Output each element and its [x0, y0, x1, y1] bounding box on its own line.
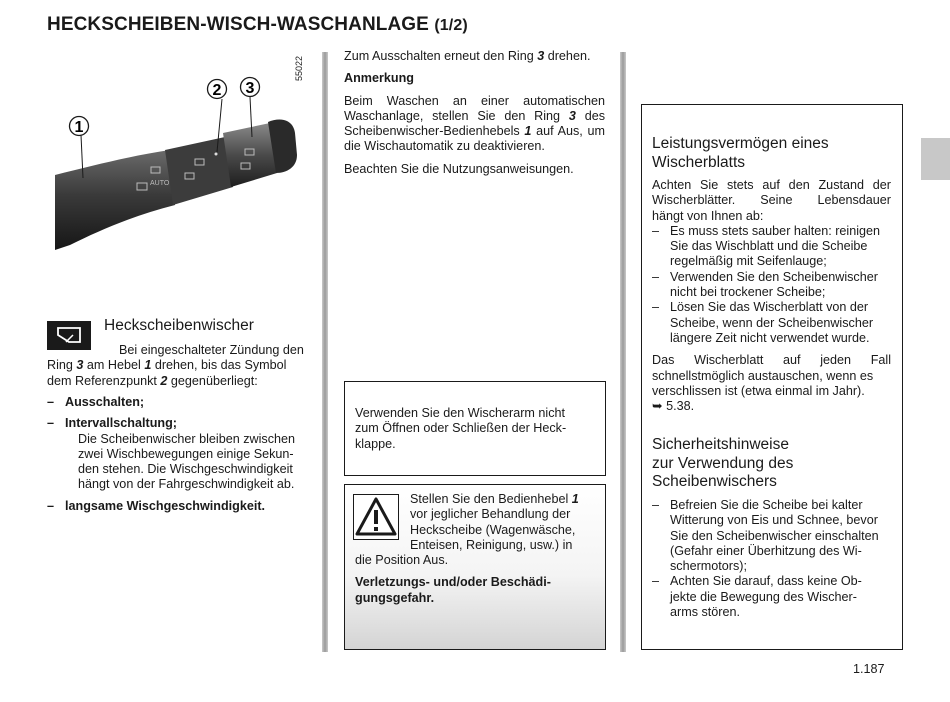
replace-line: verschlissen ist (etwa einmal im Jahr). — [652, 383, 865, 398]
description-line: zwei Wischbewegungen einige Sekun- — [78, 446, 294, 461]
title-line: zur Verwendung des — [652, 454, 794, 472]
blade-title — [652, 135, 892, 172]
item-line: längere Zeit nicht verwendet wurde. — [670, 330, 870, 345]
callout-2-label: 2 — [212, 82, 222, 99]
lever-ref: 1 — [144, 358, 152, 373]
instructions-line: Beachten Sie die Nutzungsanweisungen. — [344, 161, 574, 176]
info-line: Verwenden Sie den Wischerarm nicht — [355, 406, 565, 420]
warning-triangle-icon — [353, 494, 399, 540]
lever-ref: 1 — [571, 492, 579, 506]
intro-line-3 — [47, 374, 309, 389]
chapter-tab — [921, 138, 950, 180]
reference-arrow-icon: ➥ — [652, 399, 663, 414]
body-text: Beim Waschen an einer automatischen Waschanlage, stellen Sie den Ring — [344, 93, 605, 123]
intro-text: dem Referenzpunkt — [47, 373, 161, 388]
description-line: Die Scheibenwischer bleiben zwischen — [78, 431, 296, 446]
item-line: Lösen Sie das Wischerblatt von der — [670, 300, 869, 315]
note-title: Anmerkung — [344, 71, 414, 86]
intro-line-2 — [47, 358, 309, 373]
blade-item-text — [670, 300, 891, 346]
item-line: Verwenden Sie den Scheibenwischer — [670, 269, 878, 284]
item-line: (Gefahr einer Überhitzung des Wi- — [670, 543, 862, 558]
option-label: Intervallschaltung; — [65, 416, 177, 431]
warning-text-indented — [410, 492, 595, 553]
item-line: Witterung von Eis und Schnee, bevor — [670, 513, 878, 528]
rear-wiper-intro — [47, 343, 309, 389]
option-off — [47, 395, 309, 410]
reference-point-ref: 2 — [160, 373, 168, 388]
list-dash: – — [652, 574, 660, 589]
info-line: zum Öffnen oder Schließen der Heck- — [355, 421, 567, 436]
item-line: jekte die Bewegung des Wischer- — [670, 589, 857, 604]
title-line: Wischerblatts — [652, 153, 746, 171]
intro-line-1: Bei eingeschalteter Zündung den — [119, 343, 304, 357]
rear-wiper-options — [47, 395, 309, 514]
intro-text: Ring — [47, 358, 77, 373]
title-line: Leistungsvermögen eines — [652, 135, 829, 152]
list-dash: – — [47, 498, 55, 513]
svg-text:AUTO: AUTO — [150, 180, 170, 187]
warning-line: die Position Aus. — [355, 553, 449, 567]
blade-intro-line: Wischerblätter. Seine Lebensdauer — [652, 193, 891, 208]
page-number: 1.187 — [853, 662, 885, 676]
replace-line: Das Wischerblatt auf jeden Fall — [652, 353, 891, 368]
ring-ref: 3 — [568, 108, 576, 123]
item-line: Sie den Scheibenwischer einschalten — [670, 528, 879, 543]
body-text: des Scheibenwischer-Bedienhebels — [344, 108, 605, 139]
blade-text — [652, 178, 891, 414]
safety-item-text — [670, 498, 891, 574]
wiper-lever-drawing — [55, 55, 310, 255]
lever-ref: 1 — [524, 124, 532, 139]
option-interval-description — [47, 432, 309, 493]
body-text: drehen. — [544, 49, 591, 63]
item-line: regelmäßig mit Seifenlauge; — [670, 254, 827, 269]
danger-line: Verletzungs- und/oder Beschädi- — [355, 575, 551, 590]
option-label: Ausschalten; — [65, 395, 145, 409]
title-line: Sicherheitshinweise — [652, 436, 789, 453]
title-line: Scheibenwischers — [652, 473, 777, 490]
description-line: den stehen. Die Wischgeschwindigkeit — [78, 462, 293, 477]
figure-number: 55022 — [294, 56, 304, 82]
blade-intro-line: Achten Sie stets auf den Zustand der — [652, 178, 891, 192]
intro-text: drehen, bis das Symbol — [151, 358, 287, 373]
wiper-lever-illustration — [55, 55, 310, 255]
description-line: hängt von der Fahrgeschwindigkeit ab. — [78, 477, 295, 492]
list-dash: – — [652, 300, 660, 315]
blade-intro-line: hängt von Ihnen ab: — [652, 208, 764, 223]
item-line: schermotors); — [670, 559, 747, 574]
warning-line: Enteisen, Reinigung, usw.) in — [410, 537, 573, 552]
info-box-text — [355, 406, 595, 452]
warning-text: Stellen Sie den Bedienhebel — [410, 492, 572, 506]
safety-item-text — [670, 574, 891, 620]
option-interval — [47, 416, 309, 431]
item-line: Achten Sie darauf, dass keine Ob- — [670, 574, 862, 589]
body-text: Zum Ausschalten erneut den Ring — [344, 49, 538, 63]
blade-item-text — [670, 224, 891, 270]
intro-text: am Hebel — [83, 358, 145, 373]
warning-line: vor jeglicher Behandlung der — [410, 507, 571, 522]
ring-ref: 3 — [76, 358, 84, 373]
item-line: Sie das Wischblatt und die Scheibe — [670, 239, 868, 254]
column-separator-left — [322, 52, 328, 652]
callout-3-label: 3 — [245, 80, 255, 97]
replace-paragraph — [652, 353, 891, 414]
blade-item-3 — [652, 300, 891, 346]
warning-text-full — [355, 553, 595, 606]
safety-title — [652, 436, 892, 492]
note-paragraph — [344, 94, 605, 155]
middle-text — [344, 49, 605, 177]
option-slow — [47, 499, 309, 514]
title-main: HECKSCHEIBEN-WISCH-WASCHANLAGE — [47, 14, 429, 35]
item-line: nicht bei trockener Scheibe; — [670, 285, 826, 300]
item-line: Befreien Sie die Scheibe bei kalter — [670, 498, 863, 512]
safety-item-2 — [652, 574, 891, 620]
list-dash: – — [652, 269, 660, 284]
reference-page: 5.38. — [666, 399, 695, 414]
info-line: klappe. — [355, 436, 396, 451]
body-text: auf Aus, um die Wischautomatik zu deaktivieren. — [344, 124, 605, 154]
intro-text: gegenüberliegt: — [167, 373, 258, 388]
blade-item-text — [670, 270, 891, 301]
blade-item-1 — [652, 224, 891, 270]
title-part: (1/2) — [434, 17, 468, 34]
item-line: Es muss stets sauber halten: reinigen — [670, 223, 881, 238]
list-dash: – — [652, 498, 660, 512]
item-line: Scheibe, wenn der Scheibenwischer — [670, 315, 874, 330]
section-title-rear-wiper: Heckscheibenwischer — [104, 317, 254, 334]
blade-item-2 — [652, 270, 891, 301]
page-title — [47, 14, 468, 36]
column-separator-right — [620, 52, 626, 652]
turn-off-line — [344, 49, 605, 64]
list-dash: – — [652, 223, 660, 238]
danger-line: gungsgefahr. — [355, 590, 435, 605]
callout-1-label: 1 — [74, 119, 84, 136]
safety-list — [652, 498, 891, 620]
ring-ref: 3 — [537, 49, 545, 63]
list-dash: – — [47, 416, 55, 431]
item-line: arms stören. — [670, 605, 740, 620]
warning-line — [410, 492, 595, 507]
list-dash: – — [47, 395, 55, 409]
safety-item-1 — [652, 498, 891, 574]
page-reference — [652, 399, 891, 414]
warning-line: Heckscheibe (Wagenwäsche, — [410, 522, 576, 537]
option-label: langsame Wischgeschwindigkeit. — [65, 498, 266, 513]
replace-line: schnellstmöglich austauschen, wenn es — [652, 368, 874, 383]
